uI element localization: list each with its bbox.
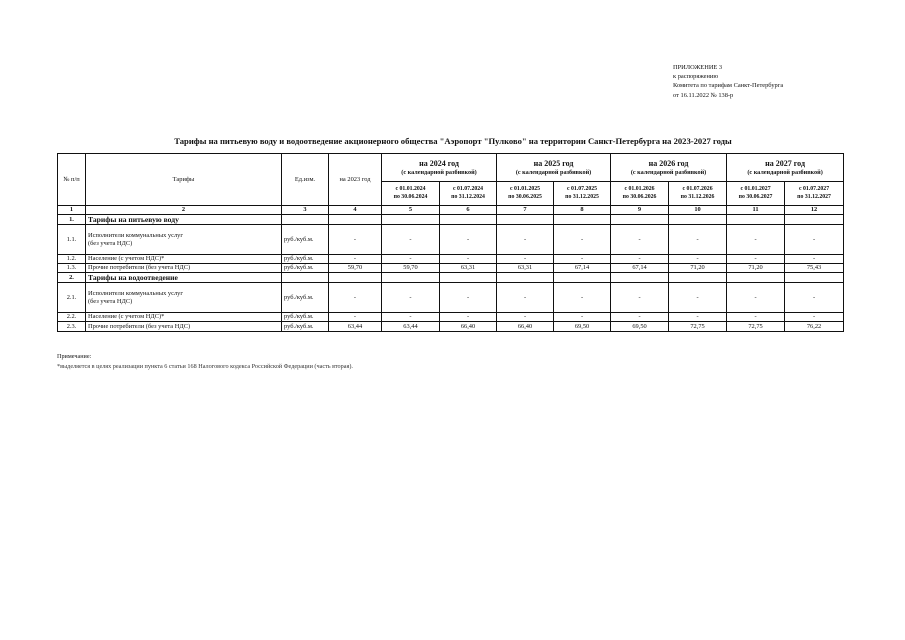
cell-value: - bbox=[611, 255, 669, 264]
col-number: 10 bbox=[669, 206, 727, 215]
cell-value: 69,50 bbox=[611, 322, 669, 332]
cell-value: - bbox=[669, 255, 727, 264]
header-year-2023: на 2023 год bbox=[329, 154, 382, 206]
cell-value: 63,31 bbox=[440, 264, 497, 273]
cell-value: - bbox=[785, 283, 844, 313]
period-cell: с 01.01.2024 по 30.06.2024 bbox=[382, 182, 440, 206]
year-title: на 2026 год bbox=[648, 158, 689, 168]
row-num: 1.3. bbox=[58, 264, 86, 273]
cell-value: 66,40 bbox=[440, 322, 497, 332]
cell-value: - bbox=[611, 283, 669, 313]
notes-label: Примечание: bbox=[57, 353, 92, 360]
cell-value: - bbox=[611, 313, 669, 322]
row-num: 2.3. bbox=[58, 322, 86, 332]
cell-value: 75,43 bbox=[785, 264, 844, 273]
col-number: 1 bbox=[58, 206, 86, 215]
row-name: Исполнители коммунальных услуг (без учета НДС) bbox=[86, 283, 282, 313]
period-cell: с 01.07.2025 по 31.12.2025 bbox=[554, 182, 611, 206]
row-name: Население (с учетом НДС)* bbox=[86, 313, 282, 322]
cell-value: 59,70 bbox=[329, 264, 382, 273]
header-num: № п/п bbox=[58, 154, 86, 206]
tariff-table bbox=[57, 153, 844, 332]
cell-value: 63,44 bbox=[382, 322, 440, 332]
cell-value: - bbox=[382, 283, 440, 313]
year-note: (с календарной разбивкой) bbox=[630, 168, 707, 176]
header-year-2024 bbox=[382, 154, 497, 182]
row-unit: руб./куб.м. bbox=[282, 225, 329, 255]
row-name: Исполнители коммунальных услуг (без учета НДС) bbox=[86, 225, 282, 255]
appendix-title: ПРИЛОЖЕНИЕ 3 bbox=[673, 64, 723, 71]
cell-value: 71,20 bbox=[669, 264, 727, 273]
col-number: 2 bbox=[86, 206, 282, 215]
row-num: 2.1. bbox=[58, 283, 86, 313]
row-unit: руб./куб.м. bbox=[282, 264, 329, 273]
col-number: 8 bbox=[554, 206, 611, 215]
period-cell: с 01.01.2027 по 30.06.2027 bbox=[727, 182, 785, 206]
cell-value: - bbox=[329, 313, 382, 322]
appendix-line: к распоряжению bbox=[673, 73, 719, 81]
row-name: Прочие потребители (без учета НДС) bbox=[86, 322, 282, 332]
cell-value: 72,75 bbox=[727, 322, 785, 332]
cell-value: - bbox=[497, 283, 554, 313]
section-name: Тарифы на питьевую воду bbox=[86, 215, 282, 225]
cell-value: 72,75 bbox=[669, 322, 727, 332]
cell-value: - bbox=[669, 313, 727, 322]
column-numbers-row bbox=[58, 206, 844, 215]
table-row bbox=[58, 255, 844, 264]
period-cell: с 01.01.2026 по 30.06.2026 bbox=[611, 182, 669, 206]
row-unit: руб./куб.м. bbox=[282, 313, 329, 322]
cell-value: - bbox=[611, 225, 669, 255]
cell-value: - bbox=[382, 255, 440, 264]
notes bbox=[57, 352, 757, 372]
cell-value: 63,31 bbox=[497, 264, 554, 273]
year-note: (с календарной разбивкой) bbox=[401, 168, 477, 176]
row-num: 1.1. bbox=[58, 225, 86, 255]
row-num: 2.2. bbox=[58, 313, 86, 322]
section-name: Тарифы на водоотведение bbox=[86, 273, 282, 283]
year-title: на 2027 год bbox=[765, 158, 805, 168]
row-name: Население (с учетом НДС)* bbox=[86, 255, 282, 264]
col-number: 9 bbox=[611, 206, 669, 215]
col-number: 6 bbox=[440, 206, 497, 215]
year-title: на 2025 год bbox=[533, 158, 574, 168]
row-unit: руб./куб.м. bbox=[282, 283, 329, 313]
row-name: Прочие потребители (без учета НДС) bbox=[86, 264, 282, 273]
col-number: 4 bbox=[329, 206, 382, 215]
cell-value: - bbox=[554, 225, 611, 255]
cell-value: - bbox=[440, 225, 497, 255]
cell-value: - bbox=[727, 255, 785, 264]
cell-value: - bbox=[727, 225, 785, 255]
cell-value: - bbox=[382, 313, 440, 322]
col-number: 5 bbox=[382, 206, 440, 215]
period-cell: с 01.01.2025 по 30.06.2025 bbox=[497, 182, 554, 206]
cell-value: - bbox=[785, 313, 844, 322]
cell-value: - bbox=[727, 313, 785, 322]
section-row-sewerage bbox=[58, 273, 844, 283]
cell-value: - bbox=[329, 283, 382, 313]
appendix-line: от 16.11.2022 № 138-р bbox=[673, 91, 734, 99]
cell-value: - bbox=[440, 313, 497, 322]
table-row bbox=[58, 283, 844, 313]
section-row-water bbox=[58, 215, 844, 225]
cell-value: - bbox=[785, 255, 844, 264]
period-cell: с 01.07.2026 по 31.12.2026 bbox=[669, 182, 727, 206]
cell-value: 71,20 bbox=[727, 264, 785, 273]
period-cell: с 01.07.2024 по 31.12.2024 bbox=[440, 182, 497, 206]
header-row bbox=[58, 154, 844, 182]
cell-value: - bbox=[554, 255, 611, 264]
cell-value: 67,14 bbox=[554, 264, 611, 273]
cell-value: 69,50 bbox=[554, 322, 611, 332]
cell-value: 66,40 bbox=[497, 322, 554, 332]
cell-value: - bbox=[497, 313, 554, 322]
table-row bbox=[58, 313, 844, 322]
table-row bbox=[58, 322, 844, 332]
table-row bbox=[58, 264, 844, 273]
header-year-2027 bbox=[727, 154, 844, 182]
cell-value: - bbox=[440, 255, 497, 264]
row-unit: руб./куб.м. bbox=[282, 255, 329, 264]
cell-value: - bbox=[669, 225, 727, 255]
notes-text: *выделяется в целях реализации пункта 6 статьи 168 Налогового кодекса Российской Федерации (часть вторая). bbox=[57, 363, 353, 370]
cell-value: - bbox=[669, 283, 727, 313]
appendix-line: Комитета по тарифам Санкт-Петербурга bbox=[673, 82, 784, 90]
section-num: 1. bbox=[58, 215, 86, 225]
cell-value: - bbox=[727, 283, 785, 313]
row-num: 1.2. bbox=[58, 255, 86, 264]
cell-value: - bbox=[382, 225, 440, 255]
col-number: 3 bbox=[282, 206, 329, 215]
header-year-2026 bbox=[611, 154, 727, 182]
cell-value: 63,44 bbox=[329, 322, 382, 332]
appendix-reference bbox=[673, 63, 873, 100]
period-cell: с 01.07.2027 по 31.12.2027 bbox=[785, 182, 844, 206]
year-note: (с календарной разбивкой) bbox=[515, 168, 592, 176]
table-row bbox=[58, 225, 844, 255]
cell-value: 67,14 bbox=[611, 264, 669, 273]
cell-value: - bbox=[497, 255, 554, 264]
cell-value: 59,70 bbox=[382, 264, 440, 273]
cell-value: - bbox=[554, 313, 611, 322]
header-unit: Ед.изм. bbox=[282, 154, 329, 206]
year-note: (с календарной разбивкой) bbox=[747, 168, 823, 176]
cell-value: - bbox=[497, 225, 554, 255]
cell-value: - bbox=[554, 283, 611, 313]
header-tariffs: Тарифы bbox=[86, 154, 282, 206]
section-num: 2. bbox=[58, 273, 86, 283]
col-number: 11 bbox=[727, 206, 785, 215]
cell-value: - bbox=[785, 225, 844, 255]
year-title: на 2024 год bbox=[419, 158, 459, 168]
cell-value: - bbox=[329, 255, 382, 264]
row-unit: руб./куб.м. bbox=[282, 322, 329, 332]
cell-value: - bbox=[329, 225, 382, 255]
col-number: 7 bbox=[497, 206, 554, 215]
cell-value: - bbox=[440, 283, 497, 313]
cell-value: 76,22 bbox=[785, 322, 844, 332]
header-year-2025 bbox=[497, 154, 611, 182]
col-number: 12 bbox=[785, 206, 844, 215]
document-title: Тарифы на питьевую воду и водоотведение акционерного общества "Аэропорт "Пулково" на территории Санкт-Петербурга на 2023-2027 годы bbox=[174, 136, 732, 146]
